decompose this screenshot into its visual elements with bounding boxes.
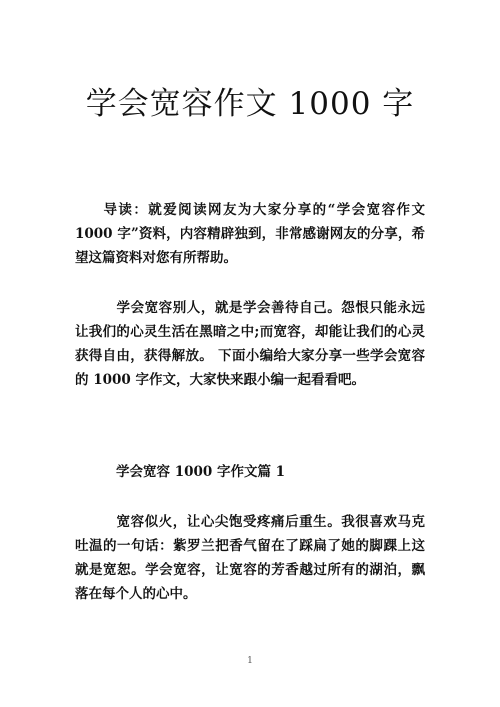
body-paragraph-2-text: 宽容似火，让心尖饱受疼痛后重生。我很喜欢马克吐温的一句话：紫罗兰把香气留在了踩扁了她的脚踝上这就是宽恕。学会宽容，让宽容的芳香越过所有的湖泊，飘落在每个人的心中。 [75,514,425,602]
body-paragraph-2 [75,510,425,606]
body-paragraph-1 [75,296,425,392]
intro-paragraph [75,198,425,270]
intro-text: 导读：就爱阅读网友为大家分享的“学会宽容作文 1000 字”资料，内容精辟独到，非常感谢网友的分享，希望这篇资料对您有所帮助。 [75,202,425,266]
body-paragraph-1-text: 学会宽容别人，就是学会善待自己。怨恨只能永远让我们的心灵生活在黑暗之中;而宽容，却能让我们的心灵获得自由，获得解放。 下面小编给大家分享一些学会宽容的 1000 字作文，大家快来跟小编一起看看吧。 [75,300,425,388]
page-number: 1 [247,656,253,666]
section-heading: 学会宽容 1000 字作文篇 1 [116,464,286,480]
document-title: 学会宽容作文 1000 字 [85,86,415,122]
